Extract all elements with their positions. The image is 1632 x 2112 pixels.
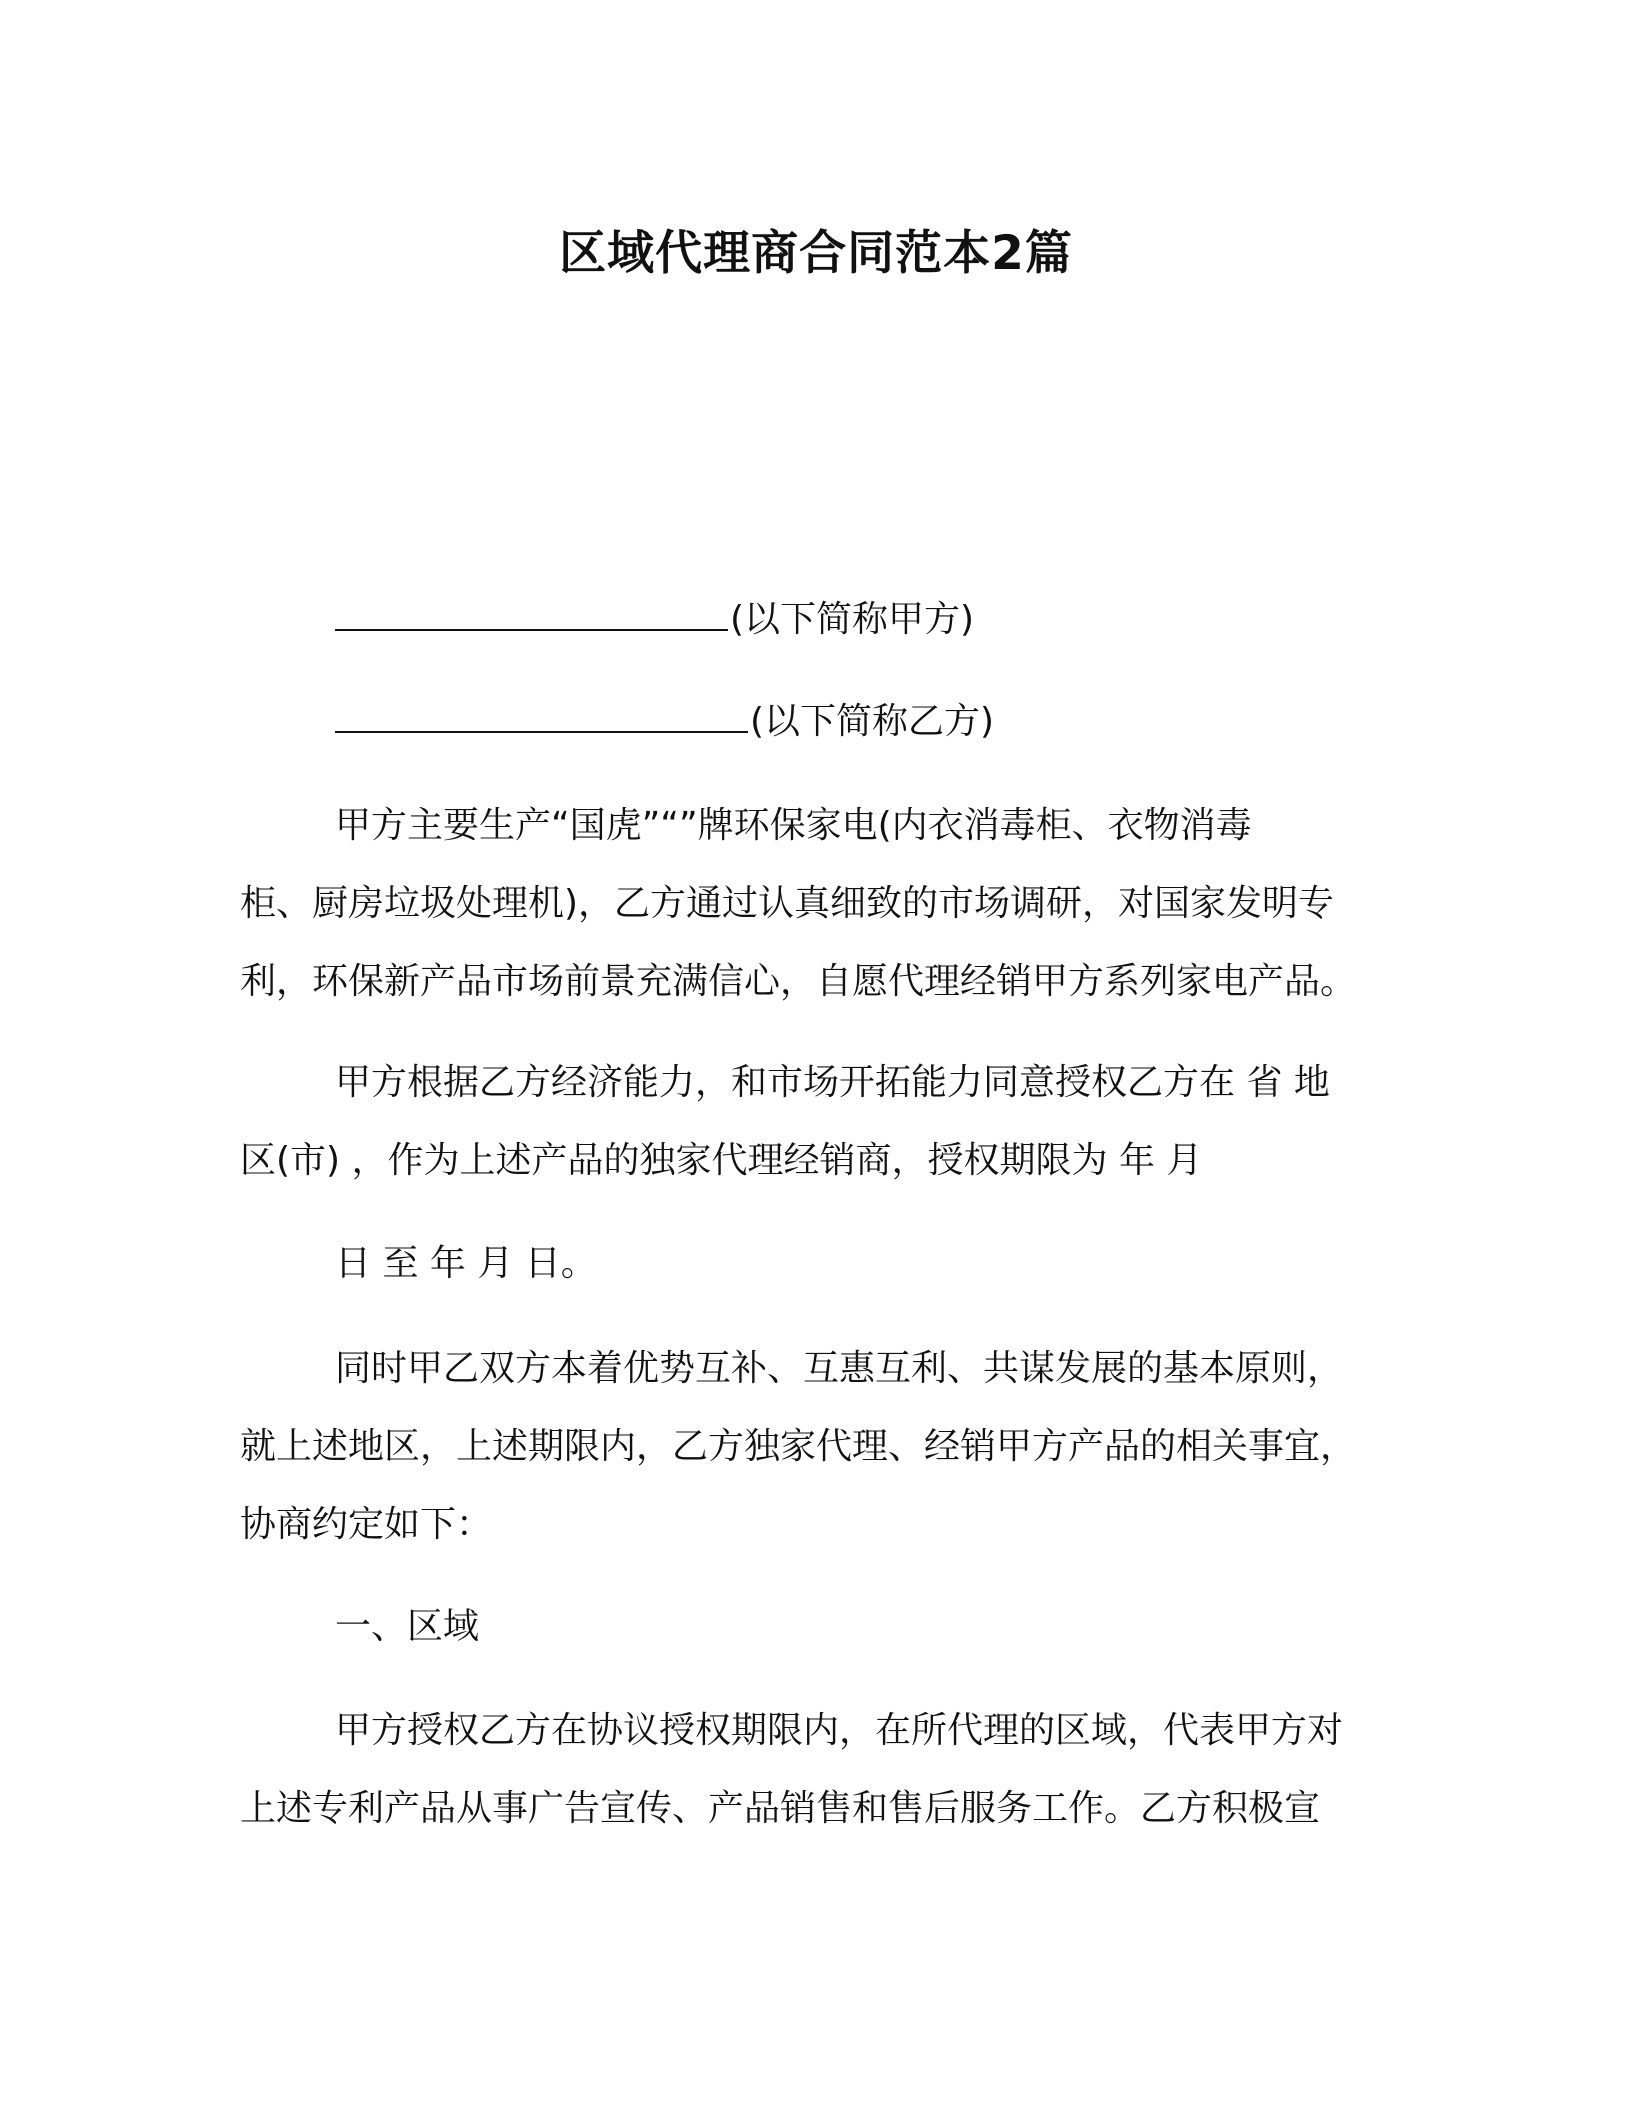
party-a-blank <box>335 599 728 631</box>
paragraph-line: 柜、厨房垃圾处理机)，乙方通过认真细致的市场调研，对国家发明专 <box>240 883 1335 924</box>
party-b-line <box>335 698 994 746</box>
paragraph-line: 日 至 年 月 日。 <box>335 1243 597 1284</box>
paragraph-line: 甲方主要生产“国虎”“”牌环保家电(内衣消毒柜、衣物消毒 <box>335 805 1252 846</box>
paragraph-line: 就上述地区，上述期限内，乙方独家代理、经销甲方产品的相关事宜， <box>240 1426 1357 1467</box>
party-b-label: (以下简称乙方) <box>750 701 995 742</box>
paragraph-line: 甲方根据乙方经济能力，和市场开拓能力同意授权乙方在 省 地 <box>335 1062 1330 1103</box>
paragraph-line: 同时甲乙双方本着优势互补、互惠互利、共谋发展的基本原则， <box>335 1348 1344 1389</box>
paragraph-line: 协商约定如下： <box>240 1504 493 1545</box>
paragraph-line: 利，环保新产品市场前景充满信心，自愿代理经销甲方系列家电产品。 <box>240 961 1357 1002</box>
paragraph-line: 上述专利产品从事广告宣传、产品销售和售后服务工作。乙方积极宣 <box>240 1788 1321 1829</box>
paragraph-line: 甲方授权乙方在协议授权期限内，在所代理的区域，代表甲方对 <box>335 1710 1344 1751</box>
document-title: 区域代理商合同范本2篇 <box>559 226 1073 281</box>
party-a-line <box>335 596 974 644</box>
section-heading: 一、区域 <box>335 1606 480 1647</box>
party-b-blank <box>335 701 748 733</box>
party-a-label: (以下简称甲方) <box>730 599 975 640</box>
paragraph-line: 区(市) ，作为上述产品的独家代理经销商，授权期限为 年 月 <box>240 1140 1203 1181</box>
